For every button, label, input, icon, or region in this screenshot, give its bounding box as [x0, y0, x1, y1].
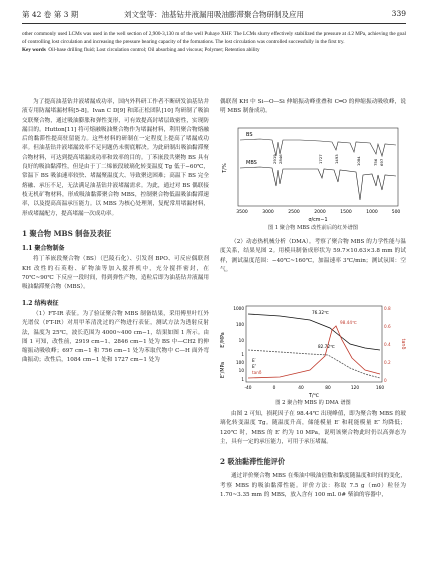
x-tick: 120: [350, 386, 360, 391]
left-tick: 1000: [233, 306, 244, 311]
x-tick: 1500: [340, 210, 352, 215]
left-tick: 100: [236, 322, 244, 327]
e-double-prime-curve: [248, 350, 380, 378]
ftir-spectrum: [220, 120, 406, 224]
right-tick: 0.6: [384, 324, 391, 329]
running-title: 刘文堂等：油基钻井液漏用吸油膨滞聚合物研制及应用: [124, 10, 304, 19]
peak-label: 1727: [318, 154, 323, 164]
left2-tick: 100: [236, 360, 244, 365]
paragraph-2: 通过评价聚合物 MBS 在柴油中吸油倍数和黏度随温度和时间的变化，考察 MBS 的吸油黏滞性能。评价方法：称取 7.5 g（m0）粒径为 1.70~3.35 mm 的 MBS，放入含有 100 mL 0# 柴油的容器中，: [220, 473, 406, 499]
fig1-y-label: T/%: [222, 163, 228, 173]
figure-2: [220, 300, 406, 410]
figure-1: [220, 120, 406, 235]
mbs-legend: MBS: [246, 160, 257, 166]
page-number: 339: [391, 9, 406, 18]
intro-paragraph: 为了提高油基钻井液堵漏成功率，国内外科研工作者不断研发油基钻井液专用防漏堵漏材料[5-8]。Ivan C D[9] 和邱正松团队[10] 均研制了吸油交联聚合物，通过吸油膨胀和弹性变形，可有效提高封堵层致密性，实现防漏目的。Hutton[11] 将可熔融吸油聚合物作为堵漏材料，利用聚合物熔融后的黏滞性提高驻留能力。这些材料的研制在一定程度上提高了堵漏成功率。但油基钻井液堵漏效率不足问题仍未彻底解决。为此研制出吸油黏滞聚合物材料，可达到提高堵漏成功率和效率的目的。丁苯嵌段共聚物 BS 具有良好的吸油黏滞性，但是由于丁二烯嵌段玻璃化转变温度 Tg 低于−60℃，常温下 BS 吸油速率较快、堵漏聚温度大、导致聚送困难；高温下 BS 完全熔融、承压不足，无法满足油基钻井液堵漏需求。为此，通过对 BS 偶联接枝无机矿物材料，形成吸油黏滞聚合物 MBS，控制聚合物低温吸油黏滞速率，以及提高高温承压能力。以 MBS 为核心处理剂，复配常用堵漏材料，形成堵漏配方，提高堵漏一次成功率。: [22, 99, 209, 217]
annotation: 98.44℃: [340, 320, 357, 325]
x-tick: 3000: [262, 210, 274, 215]
right-lower-block: [220, 410, 406, 500]
peak-label: 2846: [278, 154, 283, 164]
peak-label: 2919: [272, 154, 277, 164]
left2-tick: 1: [241, 377, 244, 382]
legend-e-double-prime: E″: [252, 364, 257, 369]
keywords: Oil-base drilling fluid; Lost circulation control; Oil absorbing and viscous; Polymer; Retention ability: [48, 47, 260, 54]
subsection-heading-1-2: 1.2 结构表征: [22, 299, 59, 307]
paragraph-kh: 偶联剂 KH 中 Si—O—Si 伸缩振动峰重叠和 C═O 的伸缩振动吸收峰，说明 MBS 制备成功。: [220, 99, 406, 115]
fig1-x-label: σ/cm−1: [308, 218, 328, 223]
dma-paragraph-block: [220, 238, 406, 275]
x-tick: -40: [244, 386, 252, 391]
x-tick: 2000: [314, 210, 326, 215]
right-column: [220, 98, 406, 117]
right-tick: 0: [384, 378, 387, 383]
x-tick: 40: [298, 386, 304, 391]
left-tick: 10: [238, 338, 244, 343]
legend-e-prime: E′: [252, 358, 256, 363]
keywords-label: Key words: [22, 47, 46, 54]
dma-chart: [220, 300, 406, 400]
left2-tick: 10: [238, 368, 244, 373]
left-tick: 1: [241, 352, 244, 357]
fig2-y-right-label: tanδ: [400, 338, 405, 350]
x-tick: 3500: [236, 210, 248, 215]
fig2-x-label: T/℃: [309, 394, 319, 399]
running-header: [22, 9, 406, 24]
section-heading-2: 2 吸油黏滞性能评价: [220, 457, 286, 467]
right-tick: 0.4: [384, 342, 391, 347]
right-tick: 0.2: [384, 360, 391, 365]
x-tick: 160: [375, 386, 385, 391]
tan-delta-curve: [248, 326, 380, 378]
fig2-y-left-label: E′/MPa: [221, 332, 226, 348]
annotation: 76.32℃: [312, 310, 329, 315]
bs-spectrum-line: [240, 139, 396, 156]
mbs-spectrum-line: [240, 167, 396, 200]
peak-label: 1084: [356, 156, 361, 166]
x-tick: 1000: [366, 210, 378, 215]
section-heading-1: 1 聚合物 MBS 制备及表征: [22, 228, 112, 238]
fig2-y-left2-label: E″/MPa: [221, 361, 226, 379]
peak-label: 756: [373, 158, 378, 166]
legend-tan-delta: tanδ: [252, 370, 262, 375]
x-tick: 2500: [288, 210, 300, 215]
left-column: [22, 98, 209, 366]
abstract-text: other commonly used LCMs was used in the well section of 2,900-3,130 m of the well Puhaye XHF. The LCMs slurry effectively stabilized the pressure at 4.2 MPa, achieving the goal of controlling lost circulation and increasing the pressure bearing capacity of the formations. The lost circulation was controlled successfully in the first try.: [22, 31, 406, 46]
paragraph-1-1: 将丁苯嵌段聚合物（BS）（巴陵石化）、引发剂 BPO、可反应偶联剂 KH 改性的石英粉、矿物油等加入搅拌机中，充分搅拌密封，在 70℃~90℃ 下反应一段时间，得到弹性产物，造粒后即为油基钻井液漏用吸油黏滞聚合物（MBS）。: [22, 256, 209, 291]
e-prime-curve: [248, 314, 380, 350]
bs-legend: BS: [246, 132, 253, 138]
x-tick: 80: [325, 386, 331, 391]
figure-1-caption: 图 1 聚合物 MBS 改性前后的红外谱图: [267, 225, 358, 231]
annotation: 82.72℃: [318, 344, 335, 349]
fig2-discussion: 由图 2 可知，损耗因子在 98.44℃ 出现峰值，即为聚合物 MBS 的玻璃化转变温度 Tg。随温度升高，储能模量 E′ 和耗能模量 E″ 均降低；120℃ 时，MBS 的 E′ 约为 10 MPa，说明该聚合物此时仍以高弹态为主，具有一定的承压能力，可用于承压堵漏。: [220, 411, 406, 445]
paragraph-1-2: （1）FT-IR 表征。为了验证聚合物 MBS 制备结果，采用傅里叶红外光谱仪（FT-IR）对用甲苯清洗过的产物进行表征，测试方法为透射反射法，温度为 25℃，波长范围为 4000~400 cm−1，结果如图 1 所示。由图 1 可知，改性前，2919 cm−1、2846 cm−1 处为 BS 中—CH2 的伸缩振动吸收峰；697 cm−1 和 756 cm−1 处为苯取代物中 C—H 面外弯曲振动；改性后，1084 cm−1 处和 1727 cm−1 处为: [22, 310, 209, 364]
peak-label: 1493: [334, 154, 339, 164]
x-tick: 500: [391, 210, 401, 215]
subsection-heading-1-1: 1.1 聚合物制备: [22, 245, 65, 253]
peak-label: 697: [379, 158, 384, 166]
journal-volume: 第 42 卷 第 3 期: [22, 10, 79, 19]
x-tick: 0: [272, 386, 276, 391]
abstract-tail: [22, 30, 406, 55]
right-tick: 0.8: [384, 306, 391, 311]
dma-paragraph: （2）动态热机械分析（DMA）。考察了聚合物 MBS 的力学性能与温度关系，结果见图 2。用模具制备成形状为 59.7×10.63×3.8 mm 的试样，测试温度范围：−40℃~160℃，加温速率 3℃/min；测试氛围：空气。: [220, 239, 406, 273]
figure-2-caption: 图 2 聚合物 MBS 的 DMA 谱图: [275, 400, 351, 406]
